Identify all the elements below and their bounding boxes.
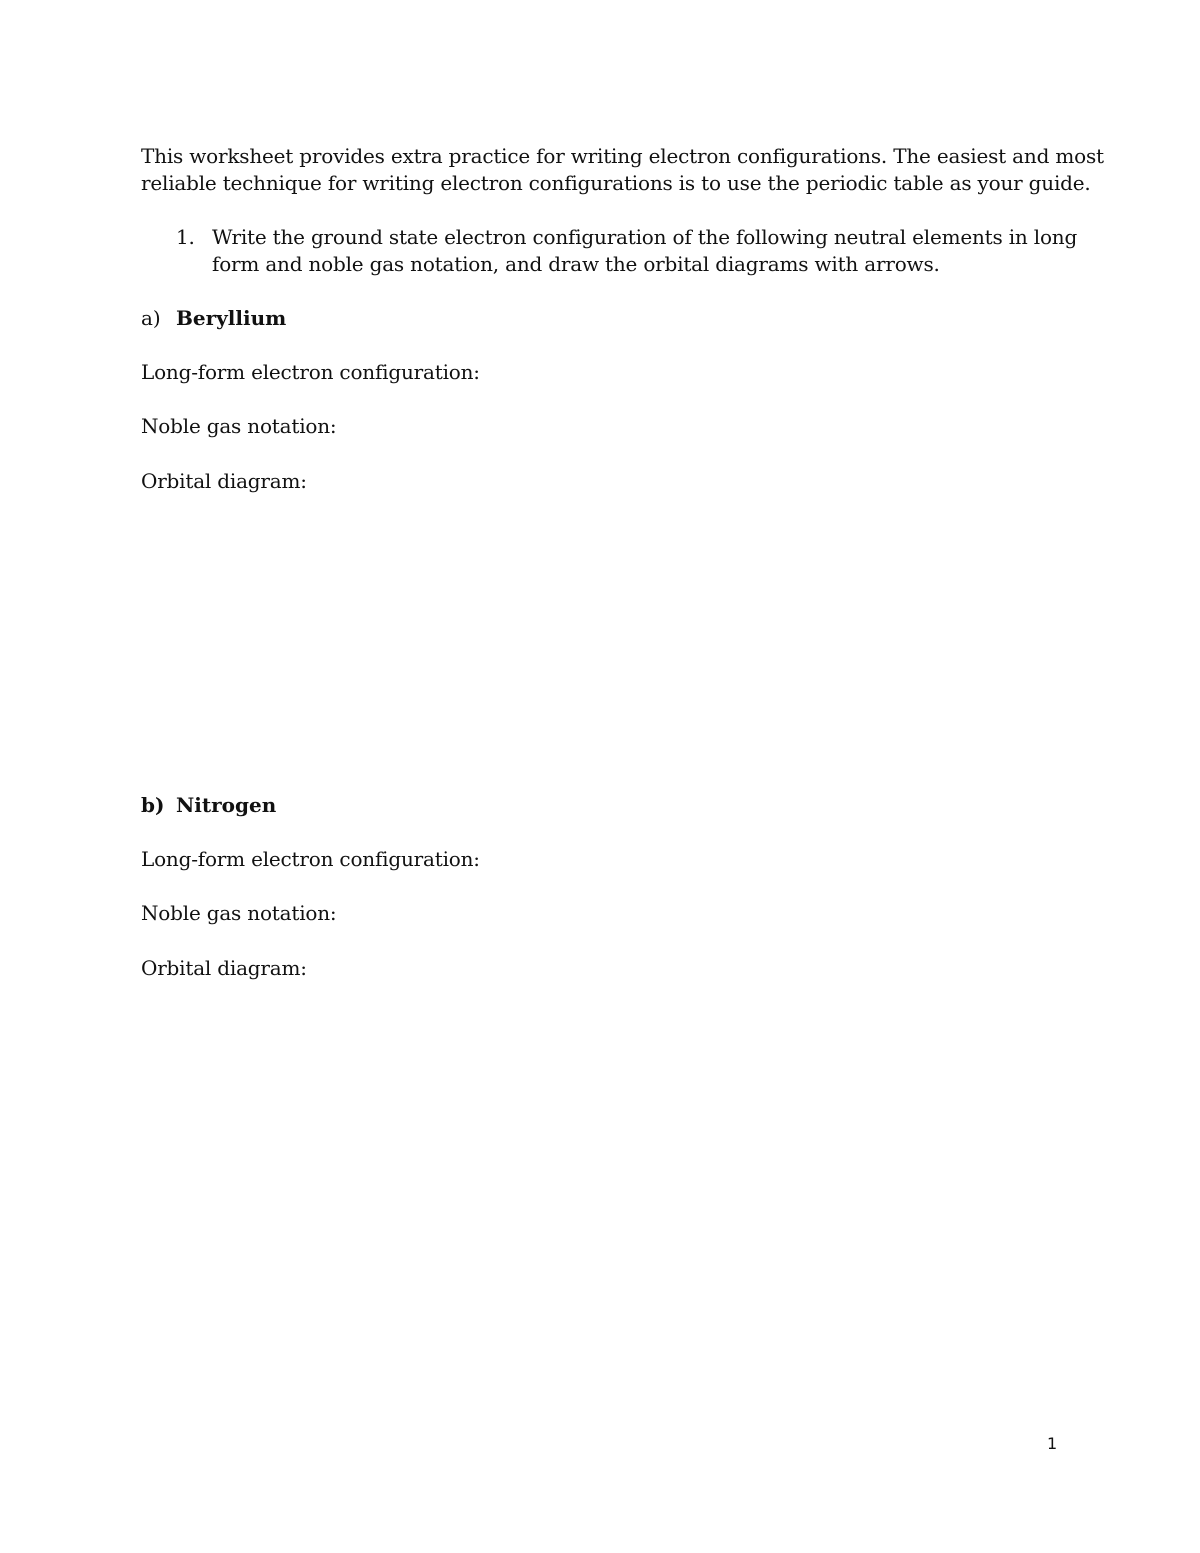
part-a-long-form-label: Long-form electron configuration:	[141, 360, 480, 384]
question-line-1: Write the ground state electron configuration of the following neutral elements in long	[212, 225, 1078, 249]
intro-line-1: This worksheet provides extra practice for writing electron configurations. The easiest and most	[141, 144, 1104, 168]
part-a-letter: a)	[141, 306, 161, 330]
part-a-orbital-label: Orbital diagram:	[141, 469, 307, 493]
part-b-element: Nitrogen	[176, 793, 277, 817]
page-number: 1	[1047, 1434, 1058, 1453]
part-b-noble-gas-label: Noble gas notation:	[141, 901, 337, 925]
part-a-noble-gas-label: Noble gas notation:	[141, 414, 337, 438]
part-b-long-form-label: Long-form electron configuration:	[141, 847, 480, 871]
question-line-2: form and noble gas notation, and draw the orbital diagrams with arrows.	[212, 252, 940, 276]
intro-line-2: reliable technique for writing electron configurations is to use the periodic table as your guide.	[141, 171, 1091, 195]
question-number: 1.	[176, 225, 195, 249]
part-b-letter: b)	[141, 793, 165, 817]
intro-paragraph	[141, 143, 1104, 197]
part-b-heading	[141, 792, 276, 819]
part-b-orbital-label: Orbital diagram:	[141, 956, 307, 980]
part-a-heading	[141, 305, 286, 332]
question-text	[212, 224, 1077, 278]
part-a-element: Beryllium	[176, 306, 287, 330]
